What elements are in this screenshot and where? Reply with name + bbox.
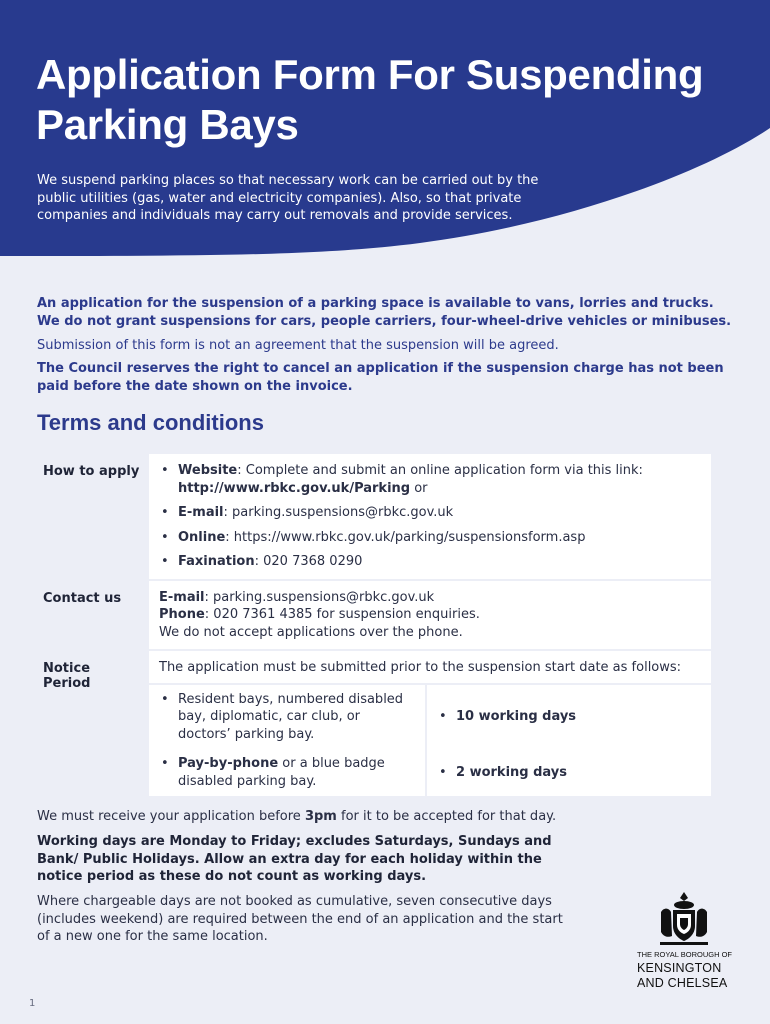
pay-by-phone-item bbox=[159, 755, 415, 790]
eligibility-paragraph: An application for the suspension of a parking space is available to vans, lorries and trucks. We do not grant suspensions for cars, people carriers, four-wheel-drive vehicles or minibuses. bbox=[37, 296, 732, 329]
council-crest-icon bbox=[654, 888, 714, 948]
how-to-apply-row bbox=[37, 454, 711, 579]
council-name-line2: KENSINGTON bbox=[637, 961, 722, 975]
contact-us-content bbox=[149, 581, 711, 650]
contact-phone bbox=[159, 606, 701, 624]
resident-bays-item: • Resident bays, numbered disabled bay, diplomatic, car club, or doctors’ parking bay. bbox=[159, 691, 415, 744]
council-name-line3: AND CHELSEA bbox=[637, 976, 728, 990]
fax-label: Faxination bbox=[178, 554, 255, 569]
how-to-apply-content bbox=[149, 454, 711, 579]
online-link[interactable]: : https://www.rbkc.gov.uk/parking/suspensionsform.asp bbox=[225, 529, 586, 545]
fax-value: : 020 7368 0290 bbox=[254, 554, 363, 569]
email-item bbox=[159, 504, 701, 522]
two-days-value: 2 working days bbox=[456, 764, 568, 780]
cancellation-note: The Council reserves the right to cancel an application if the suspension charge has not been paid before the date shown on the invoice. bbox=[37, 361, 724, 394]
deadline-pre: We must receive your application before bbox=[37, 809, 305, 824]
notice-grid bbox=[149, 683, 711, 797]
terms-heading: Terms and conditions bbox=[37, 410, 264, 435]
council-name-line1: THE ROYAL BOROUGH OF bbox=[637, 950, 733, 959]
notice-row1-right bbox=[427, 685, 711, 750]
email-label: E-mail bbox=[178, 505, 224, 520]
website-suffix: or bbox=[410, 480, 428, 496]
working-days-note: Working days are Monday to Friday; excludes Saturdays, Sundays and Bank/ Public Holidays. Allow an extra day for each holiday within the notice period as these do not count as working days. bbox=[37, 834, 552, 884]
notice-row2-left bbox=[149, 749, 427, 796]
website-text: : Complete and submit an online application form via this link: bbox=[237, 463, 643, 478]
email-link[interactable]: : parking.suspensions@rbkc.gov.uk bbox=[223, 505, 454, 520]
contact-us-label: Contact us bbox=[43, 590, 122, 606]
notice-period-row bbox=[37, 651, 711, 796]
contact-phone-value: : 020 7361 4385 for suspension enquiries. bbox=[204, 607, 480, 622]
contact-note: We do not accept applications over the phone. bbox=[159, 624, 463, 640]
header-banner bbox=[0, 0, 770, 300]
how-to-apply-label: How to apply bbox=[43, 464, 140, 479]
contact-phone-label: Phone bbox=[159, 607, 205, 622]
notice-period-label: Notice Period bbox=[43, 661, 91, 691]
fax-item bbox=[159, 553, 701, 571]
chargeable-days-note: Where chargeable days are not booked as cumulative, seven consecutive days (includes weekend) are required between the end of an application and the start of a new one for the same location. bbox=[37, 894, 563, 944]
notice-intro: The application must be submitted prior to the suspension start date as follows: bbox=[159, 660, 682, 675]
contact-us-row bbox=[37, 581, 711, 650]
pay-by-phone-label: Pay-by-phone bbox=[178, 756, 279, 771]
page-number: 1 bbox=[29, 998, 36, 1009]
pay-by-phone-rest: or a blue badge disabled parking bay. bbox=[178, 756, 385, 789]
contact-email-link[interactable]: : parking.suspensions@rbkc.gov.uk bbox=[204, 589, 435, 605]
page-title: Application Form For Suspending Parking Bays bbox=[36, 51, 704, 148]
submission-note: Submission of this form is not an agreement that the suspension will be agreed. bbox=[37, 338, 559, 353]
deadline-note bbox=[37, 808, 567, 826]
terms-table bbox=[37, 454, 711, 796]
deadline-post: for it to be accepted for that day. bbox=[336, 809, 557, 824]
deadline-time: 3pm bbox=[304, 809, 337, 824]
website-link[interactable]: http://www.rbkc.gov.uk/Parking bbox=[178, 480, 411, 496]
online-item bbox=[159, 529, 701, 547]
contact-email-label: E-mail bbox=[159, 589, 205, 605]
notice-row1-left bbox=[149, 685, 427, 750]
notice-period-content bbox=[149, 651, 711, 796]
notice-row2-right bbox=[427, 749, 711, 796]
contact-email bbox=[159, 589, 701, 607]
website-item bbox=[159, 462, 701, 497]
website-label: Website bbox=[178, 463, 238, 478]
intro-text: We suspend parking places so that necessary work can be carried out by the public utilities (gas, water and electricity companies). Also, so that private companies and individuals may carry out removals and provide services. bbox=[37, 173, 539, 223]
online-label: Online bbox=[178, 529, 226, 545]
ten-days-value: 10 working days bbox=[456, 709, 577, 724]
